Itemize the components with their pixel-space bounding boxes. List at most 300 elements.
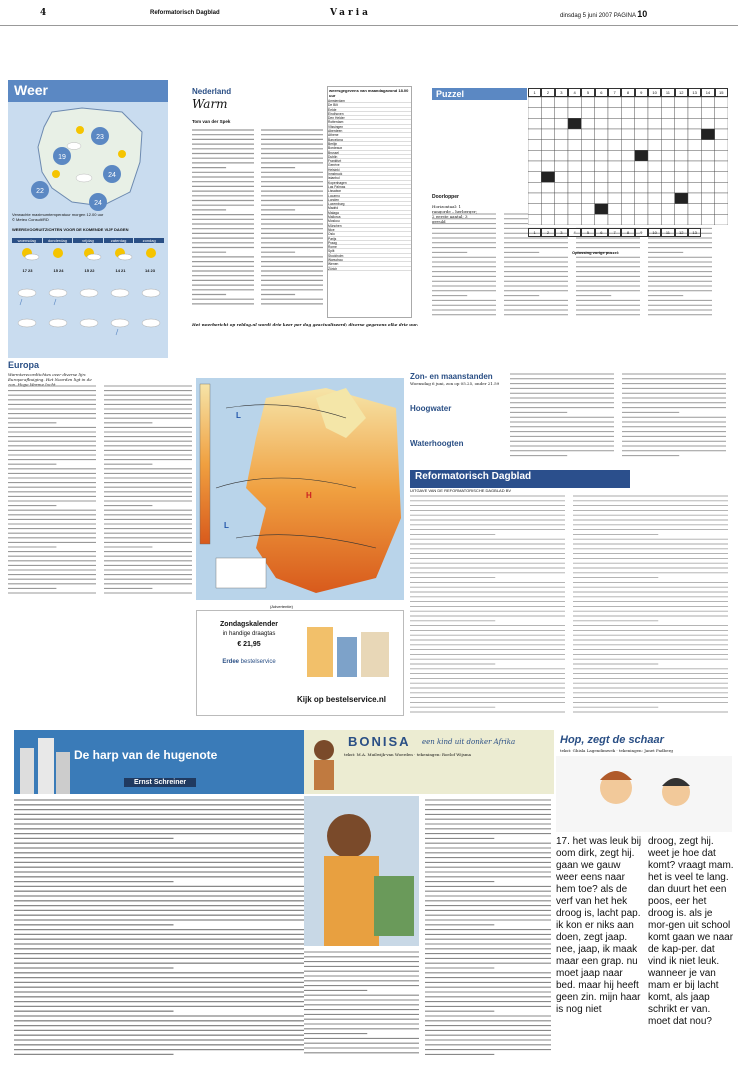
colofon-text-lines (410, 494, 730, 722)
grid-number-cell: 13 (688, 88, 701, 97)
bonisa-header (304, 730, 554, 794)
sun-moon-text-lines (510, 372, 730, 462)
grid-cell (555, 118, 568, 129)
grid-cell (581, 129, 594, 140)
table-row: Parijs (328, 237, 411, 241)
left-page-number: 4 (40, 8, 47, 18)
grid-cell (701, 140, 714, 151)
grid-cell (675, 97, 688, 108)
table-row: Barcelona (328, 138, 411, 142)
grid-number-cell: 8 (621, 228, 634, 237)
grid-cell (528, 108, 541, 119)
table-row: Kopenhagen (328, 181, 411, 185)
grid-cell (528, 140, 541, 151)
grid-cell (701, 97, 714, 108)
grid-cell (661, 182, 674, 193)
table-row: Las Palmas (328, 185, 411, 189)
grid-cell (621, 129, 634, 140)
grid-cell (715, 97, 728, 108)
grid-cell (581, 161, 594, 172)
grid-cell (621, 193, 634, 204)
grid-cell (648, 97, 661, 108)
grid-cell (715, 161, 728, 172)
grid-cell (715, 214, 728, 225)
grid-cell (688, 182, 701, 193)
grid-number-cell: 5 (581, 88, 594, 97)
grid-cell (568, 97, 581, 108)
grid-cell (568, 150, 581, 161)
grid-cell (701, 161, 714, 172)
grid-cell (688, 97, 701, 108)
grid-cell (675, 204, 688, 215)
day-temp: 14 21 (115, 268, 126, 273)
grid-cell (675, 140, 688, 151)
grid-number-cell: 4 (568, 88, 581, 97)
puzzle-subtitle: Doorlopper (432, 194, 459, 200)
grid-cell (621, 204, 634, 215)
grid-cell (595, 161, 608, 172)
grid-cell (621, 172, 634, 183)
grid-cell (595, 129, 608, 140)
grid-cell (701, 172, 714, 183)
table-row: Innsbruck (328, 172, 411, 176)
grid-cell (635, 129, 648, 140)
grid-cell (568, 182, 581, 193)
hop-title: Hop, zegt de schaar (560, 734, 664, 746)
grid-number-cell: 10 (648, 88, 661, 97)
grid-number-cell: 14 (701, 88, 714, 97)
grid-cell (675, 214, 688, 225)
grid-cell (581, 182, 594, 193)
grid-cell (675, 193, 688, 204)
table-row: Split (328, 249, 411, 253)
grid-cell (581, 150, 594, 161)
temp-label: 24 (108, 172, 116, 179)
grid-cell (541, 150, 554, 161)
grid-cell (675, 108, 688, 119)
ad-label: (Advertentie) (270, 604, 293, 609)
grid-cell (635, 97, 648, 108)
grid-cell (675, 118, 688, 129)
grid-number-cell: 1 (528, 88, 541, 97)
grid-cell (608, 214, 621, 225)
grid-cell (595, 214, 608, 225)
grid-cell (541, 140, 554, 151)
ad-shop-name: Erdee bestelservice (222, 659, 276, 665)
grid-number-cell: 11 (661, 88, 674, 97)
temp-23 (91, 127, 109, 145)
grid-cell (541, 172, 554, 183)
table-row: Lissabon (328, 189, 411, 193)
grid-cell (621, 140, 634, 151)
grid-cell (635, 172, 648, 183)
grid-cell (715, 108, 728, 119)
rd-subtitle: UITGAVE VAN DE REFORMATORISCHE DAGBLAD BV (410, 488, 512, 493)
grid-cell (608, 97, 621, 108)
grid-number-cell: 5 (581, 228, 594, 237)
grid-number-cell: 13 (688, 228, 701, 237)
table-title: weersgegevens van maandagavond 18.00 uur (329, 88, 409, 98)
grid-cell (568, 172, 581, 183)
bonisa-subtitle: een kind uit donker Afrika (422, 738, 516, 746)
grid-cell (715, 129, 728, 140)
grid-cell (541, 118, 554, 129)
grid-cell (555, 182, 568, 193)
grid-cell (648, 108, 661, 119)
grid-cell (595, 118, 608, 129)
grid-cell (528, 193, 541, 204)
svg-text:L: L (236, 411, 241, 420)
puzzle-grid-cells (528, 97, 728, 225)
grid-cell (635, 182, 648, 193)
grid-cell (675, 172, 688, 183)
grid-cell (701, 193, 714, 204)
grid-cell (661, 161, 674, 172)
sun-moon-block (410, 372, 510, 448)
bonisa-text-col2 (425, 798, 551, 1060)
grid-cell (555, 161, 568, 172)
hop-credit: tekst: Ghisla Lagendimwek · tekeningen: Janet Padberg (560, 748, 673, 753)
table-row: Brussel (328, 151, 411, 155)
table-row: Luxemburg (328, 202, 411, 206)
grid-cell (568, 204, 581, 215)
high-water-title: Hoogwater (410, 404, 452, 413)
grid-number-cell: 4 (568, 228, 581, 237)
table-row: Locarno (328, 194, 411, 198)
grid-cell (555, 193, 568, 204)
table-row: Bordeaux (328, 146, 411, 150)
grid-cell (715, 118, 728, 129)
grid-cell (528, 214, 541, 225)
bonisa-title: BONISA (348, 734, 411, 749)
grid-cell (608, 182, 621, 193)
day-temp: 14 23 (144, 268, 155, 273)
table-row: Dublin (328, 155, 411, 159)
grid-cell (528, 161, 541, 172)
weather-title: Weer (8, 80, 168, 102)
day-header: vrijdag (73, 238, 103, 243)
grid-cell (568, 161, 581, 172)
grid-cell (635, 150, 648, 161)
grid-cell (555, 129, 568, 140)
grid-cell (621, 214, 634, 225)
grid-cell (661, 214, 674, 225)
grid-cell (661, 129, 674, 140)
grid-cell (541, 129, 554, 140)
water-levels-title: Waterhoogten (410, 439, 464, 448)
grid-number-cell: 6 (595, 228, 608, 237)
temp-label: 24 (94, 200, 102, 207)
grid-cell (568, 193, 581, 204)
table-row: Vlissingen (328, 125, 411, 129)
grid-cell (608, 204, 621, 215)
svg-text:H: H (306, 491, 312, 500)
grid-cell (635, 140, 648, 151)
grid-cell (715, 150, 728, 161)
grid-cell (688, 129, 701, 140)
grid-cell (581, 118, 594, 129)
grid-cell (701, 150, 714, 161)
grid-cell (701, 108, 714, 119)
table-row: Malaga (328, 211, 411, 215)
grid-cell (608, 193, 621, 204)
grid-number-cell: 6 (595, 88, 608, 97)
article-title: Warm (192, 97, 228, 111)
grid-cell (715, 182, 728, 193)
table-row: Istanbul (328, 176, 411, 180)
table-row: Den Helder (328, 116, 411, 120)
grid-cell (581, 193, 594, 204)
grid-cell (635, 214, 648, 225)
grid-cell (621, 118, 634, 129)
puzzle-grid (528, 88, 728, 224)
day-temp: 15 24 (53, 268, 64, 273)
grid-cell (701, 214, 714, 225)
grid-cell (595, 172, 608, 183)
grid-number-cell: 9 (635, 228, 648, 237)
grid-cell (715, 193, 728, 204)
puzzle-title: Puzzel (432, 88, 527, 100)
hop-text-col1: 17. het was leuk bij oom dirk, zegt hij. gaan we gauw weer eens naar hem toe? als de verf van het hek droog is, lacht pap. ik kon er niks aan doen, zegt jaap. nee, jaap, ik maak maar een grap. nu moet jaap naar bed. maar hij heeft geen zin. mijn haar is nog niet (556, 836, 642, 1015)
puzzle-bottom-row (528, 228, 701, 237)
grid-number-cell: 1 (528, 228, 541, 237)
grid-number-cell: 8 (621, 88, 634, 97)
grid-cell (581, 108, 594, 119)
grid-cell (541, 108, 554, 119)
grid-cell (675, 161, 688, 172)
grid-number-cell: 12 (675, 88, 688, 97)
grid-cell (648, 140, 661, 151)
weather-note: Het weerbericht op reldag.nl wordt drie keer per dag geactualiseerd; diverse gegevens elke drie uur. (192, 322, 419, 327)
grid-number-cell: 9 (635, 88, 648, 97)
grid-cell (581, 140, 594, 151)
grid-cell (661, 193, 674, 204)
grid-cell (688, 150, 701, 161)
grid-cell (555, 140, 568, 151)
grid-cell (581, 172, 594, 183)
grid-number-cell: 10 (648, 228, 661, 237)
table-row: Eindhoven (328, 112, 411, 116)
bonisa-text-col1 (304, 950, 419, 1060)
table-row: Rome (328, 245, 411, 249)
temp-label: 23 (96, 134, 104, 141)
puzzle-clues: Horizontaal: 1 rangorde – herberger; 2 eerste aantal; 3 gevuld (432, 204, 478, 224)
grid-cell (621, 161, 634, 172)
grid-cell (541, 97, 554, 108)
day-header: donderdag (43, 238, 73, 243)
grid-cell (608, 118, 621, 129)
castle-icon (14, 730, 74, 794)
table-row: Rotterdam (328, 120, 411, 124)
table-row: Amsterdam (328, 99, 411, 103)
ad-products-image (297, 617, 397, 687)
grid-cell (675, 129, 688, 140)
grid-cell (688, 161, 701, 172)
grid-cell (528, 118, 541, 129)
forecast-grid (12, 238, 164, 358)
grid-cell (608, 108, 621, 119)
grid-cell (701, 182, 714, 193)
grid-cell (661, 140, 674, 151)
ad-subtitle: in handige draagtas (222, 631, 276, 637)
advertisement[interactable] (196, 610, 404, 716)
forecast-icons (12, 243, 164, 351)
table-row: Genève (328, 163, 411, 167)
grid-cell (555, 108, 568, 119)
grid-cell (648, 182, 661, 193)
grid-cell (528, 172, 541, 183)
grid-cell (661, 150, 674, 161)
europe-weather-map (196, 378, 404, 600)
section-title: Varia (330, 8, 371, 18)
grid-cell (635, 193, 648, 204)
grid-cell (701, 204, 714, 215)
day-temp: 17 23 (22, 268, 33, 273)
grid-cell (528, 150, 541, 161)
table-row: Aberdeen (328, 129, 411, 133)
table-row: Warschau (328, 258, 411, 262)
harp-text-lines (14, 798, 304, 1060)
page-header (0, 0, 738, 26)
table-row: Oslo (328, 232, 411, 236)
grid-cell (661, 204, 674, 215)
grid-cell (541, 161, 554, 172)
grid-cell (528, 129, 541, 140)
grid-cell (715, 172, 728, 183)
grid-cell (581, 214, 594, 225)
forecast-title: WEERSVOORUITZICHTEN VOOR DE KOMENDE VIJF DAGEN (12, 227, 129, 232)
grid-number-cell: 11 (661, 228, 674, 237)
hop-illustration (556, 756, 732, 832)
grid-cell (595, 97, 608, 108)
grid-cell (635, 118, 648, 129)
temp-label: 22 (36, 188, 44, 195)
article-byline: Tom van der Spek (192, 119, 231, 124)
grid-cell (541, 204, 554, 215)
table-row: Helsinki (328, 168, 411, 172)
bonisa-credit: tekst: M.A. Muilwijk-van Woerden · tekeningen: Roelof Wijsma (344, 752, 472, 757)
grid-cell (608, 161, 621, 172)
grid-number-cell: 12 (675, 228, 688, 237)
table-row: Wenen (328, 262, 411, 266)
grid-cell (621, 97, 634, 108)
grid-cell (528, 97, 541, 108)
grid-cell (608, 129, 621, 140)
rd-masthead: Reformatorisch Dagblad (410, 470, 630, 488)
weather-data-table (327, 86, 412, 318)
sun-moon-text: Woensdag 6 juni, zon op 05.25, onder 21.59 (410, 381, 500, 386)
grid-cell (661, 97, 674, 108)
grid-cell (595, 193, 608, 204)
grid-cell (648, 214, 661, 225)
bonisa-illustration (304, 796, 419, 946)
grid-cell (648, 172, 661, 183)
african-figure-icon (304, 730, 344, 794)
ad-slogan[interactable]: Kijk op bestelservice.nl (297, 695, 386, 704)
grid-cell (608, 140, 621, 151)
grid-cell (568, 140, 581, 151)
grid-cell (621, 150, 634, 161)
grid-cell (661, 172, 674, 183)
table-row: München (328, 224, 411, 228)
grid-cell (568, 129, 581, 140)
grid-number-cell: 15 (715, 88, 728, 97)
day-header: woensdag (12, 238, 42, 243)
grid-cell (555, 214, 568, 225)
table-row: Berlijn (328, 142, 411, 146)
grid-cell (675, 182, 688, 193)
table-row: Londen (328, 198, 411, 202)
europe-text-lines (8, 384, 194, 604)
table-row: Eelde (328, 108, 411, 112)
grid-cell (675, 150, 688, 161)
grid-cell (608, 172, 621, 183)
grid-cell (621, 108, 634, 119)
europe-intro: Warmterecordtichtes over diverse lijn: Europa-afbuiging. Het Noorden ligt in de zon, Hoge Warme lucht. (8, 372, 92, 387)
grid-cell (648, 204, 661, 215)
grid-cell (688, 172, 701, 183)
grid-cell (635, 161, 648, 172)
table-row: Nice (328, 228, 411, 232)
article-kicker: Nederland (192, 87, 232, 96)
grid-cell (701, 129, 714, 140)
grid-cell (648, 150, 661, 161)
table-row: Frankfurt (328, 159, 411, 163)
ad-title: Zondagskalender (220, 621, 278, 628)
newspaper-name: Reformatorisch Dagblad (150, 10, 220, 16)
grid-cell (555, 204, 568, 215)
grid-cell (648, 129, 661, 140)
grid-number-cell: 3 (555, 88, 568, 97)
grid-cell (608, 150, 621, 161)
table-row: Zürich (328, 267, 411, 271)
grid-cell (688, 140, 701, 151)
day-temp: 15 22 (84, 268, 95, 273)
grid-cell (595, 182, 608, 193)
table-row: Stockholm (328, 254, 411, 258)
grid-cell (688, 214, 701, 225)
grid-cell (528, 204, 541, 215)
grid-cell (715, 140, 728, 151)
hop-text-col2: droog, zegt hij. weet je hoe dat komt? vraagt mam. het is veel te lang. dan duurt het een poos, eer het droog is. als je mor-gen uit school komt gaan we naar de kap-per. dat vind ik niet leuk. wanneer je van mam er bij lacht komt, als jaap schrikt er van. moet dat nou? (648, 836, 734, 1027)
grid-cell (568, 214, 581, 225)
sun-moon-title: Zon- en maanstanden (410, 372, 493, 381)
forecast-temps (12, 268, 164, 273)
article-text-lines (192, 128, 324, 308)
grid-number-cell: 7 (608, 228, 621, 237)
table-row: Mallorca (328, 215, 411, 219)
table-row: Moskou (328, 219, 411, 223)
grid-cell (661, 108, 674, 119)
grid-cell (715, 204, 728, 215)
table-row: De Bilt (328, 103, 411, 107)
grid-cell (581, 97, 594, 108)
grid-cell (635, 108, 648, 119)
grid-number-cell: 2 (541, 228, 554, 237)
nederland-article (192, 87, 323, 124)
grid-cell (688, 108, 701, 119)
grid-cell (568, 118, 581, 129)
grid-cell (648, 193, 661, 204)
grid-cell (541, 193, 554, 204)
day-header: zondag (134, 238, 164, 243)
grid-cell (595, 150, 608, 161)
svg-text:L: L (224, 521, 229, 530)
harp-header (14, 730, 304, 794)
grid-number-cell: 2 (541, 88, 554, 97)
ad-price: € 21,95 (237, 641, 261, 648)
temp-label: 19 (58, 154, 66, 161)
